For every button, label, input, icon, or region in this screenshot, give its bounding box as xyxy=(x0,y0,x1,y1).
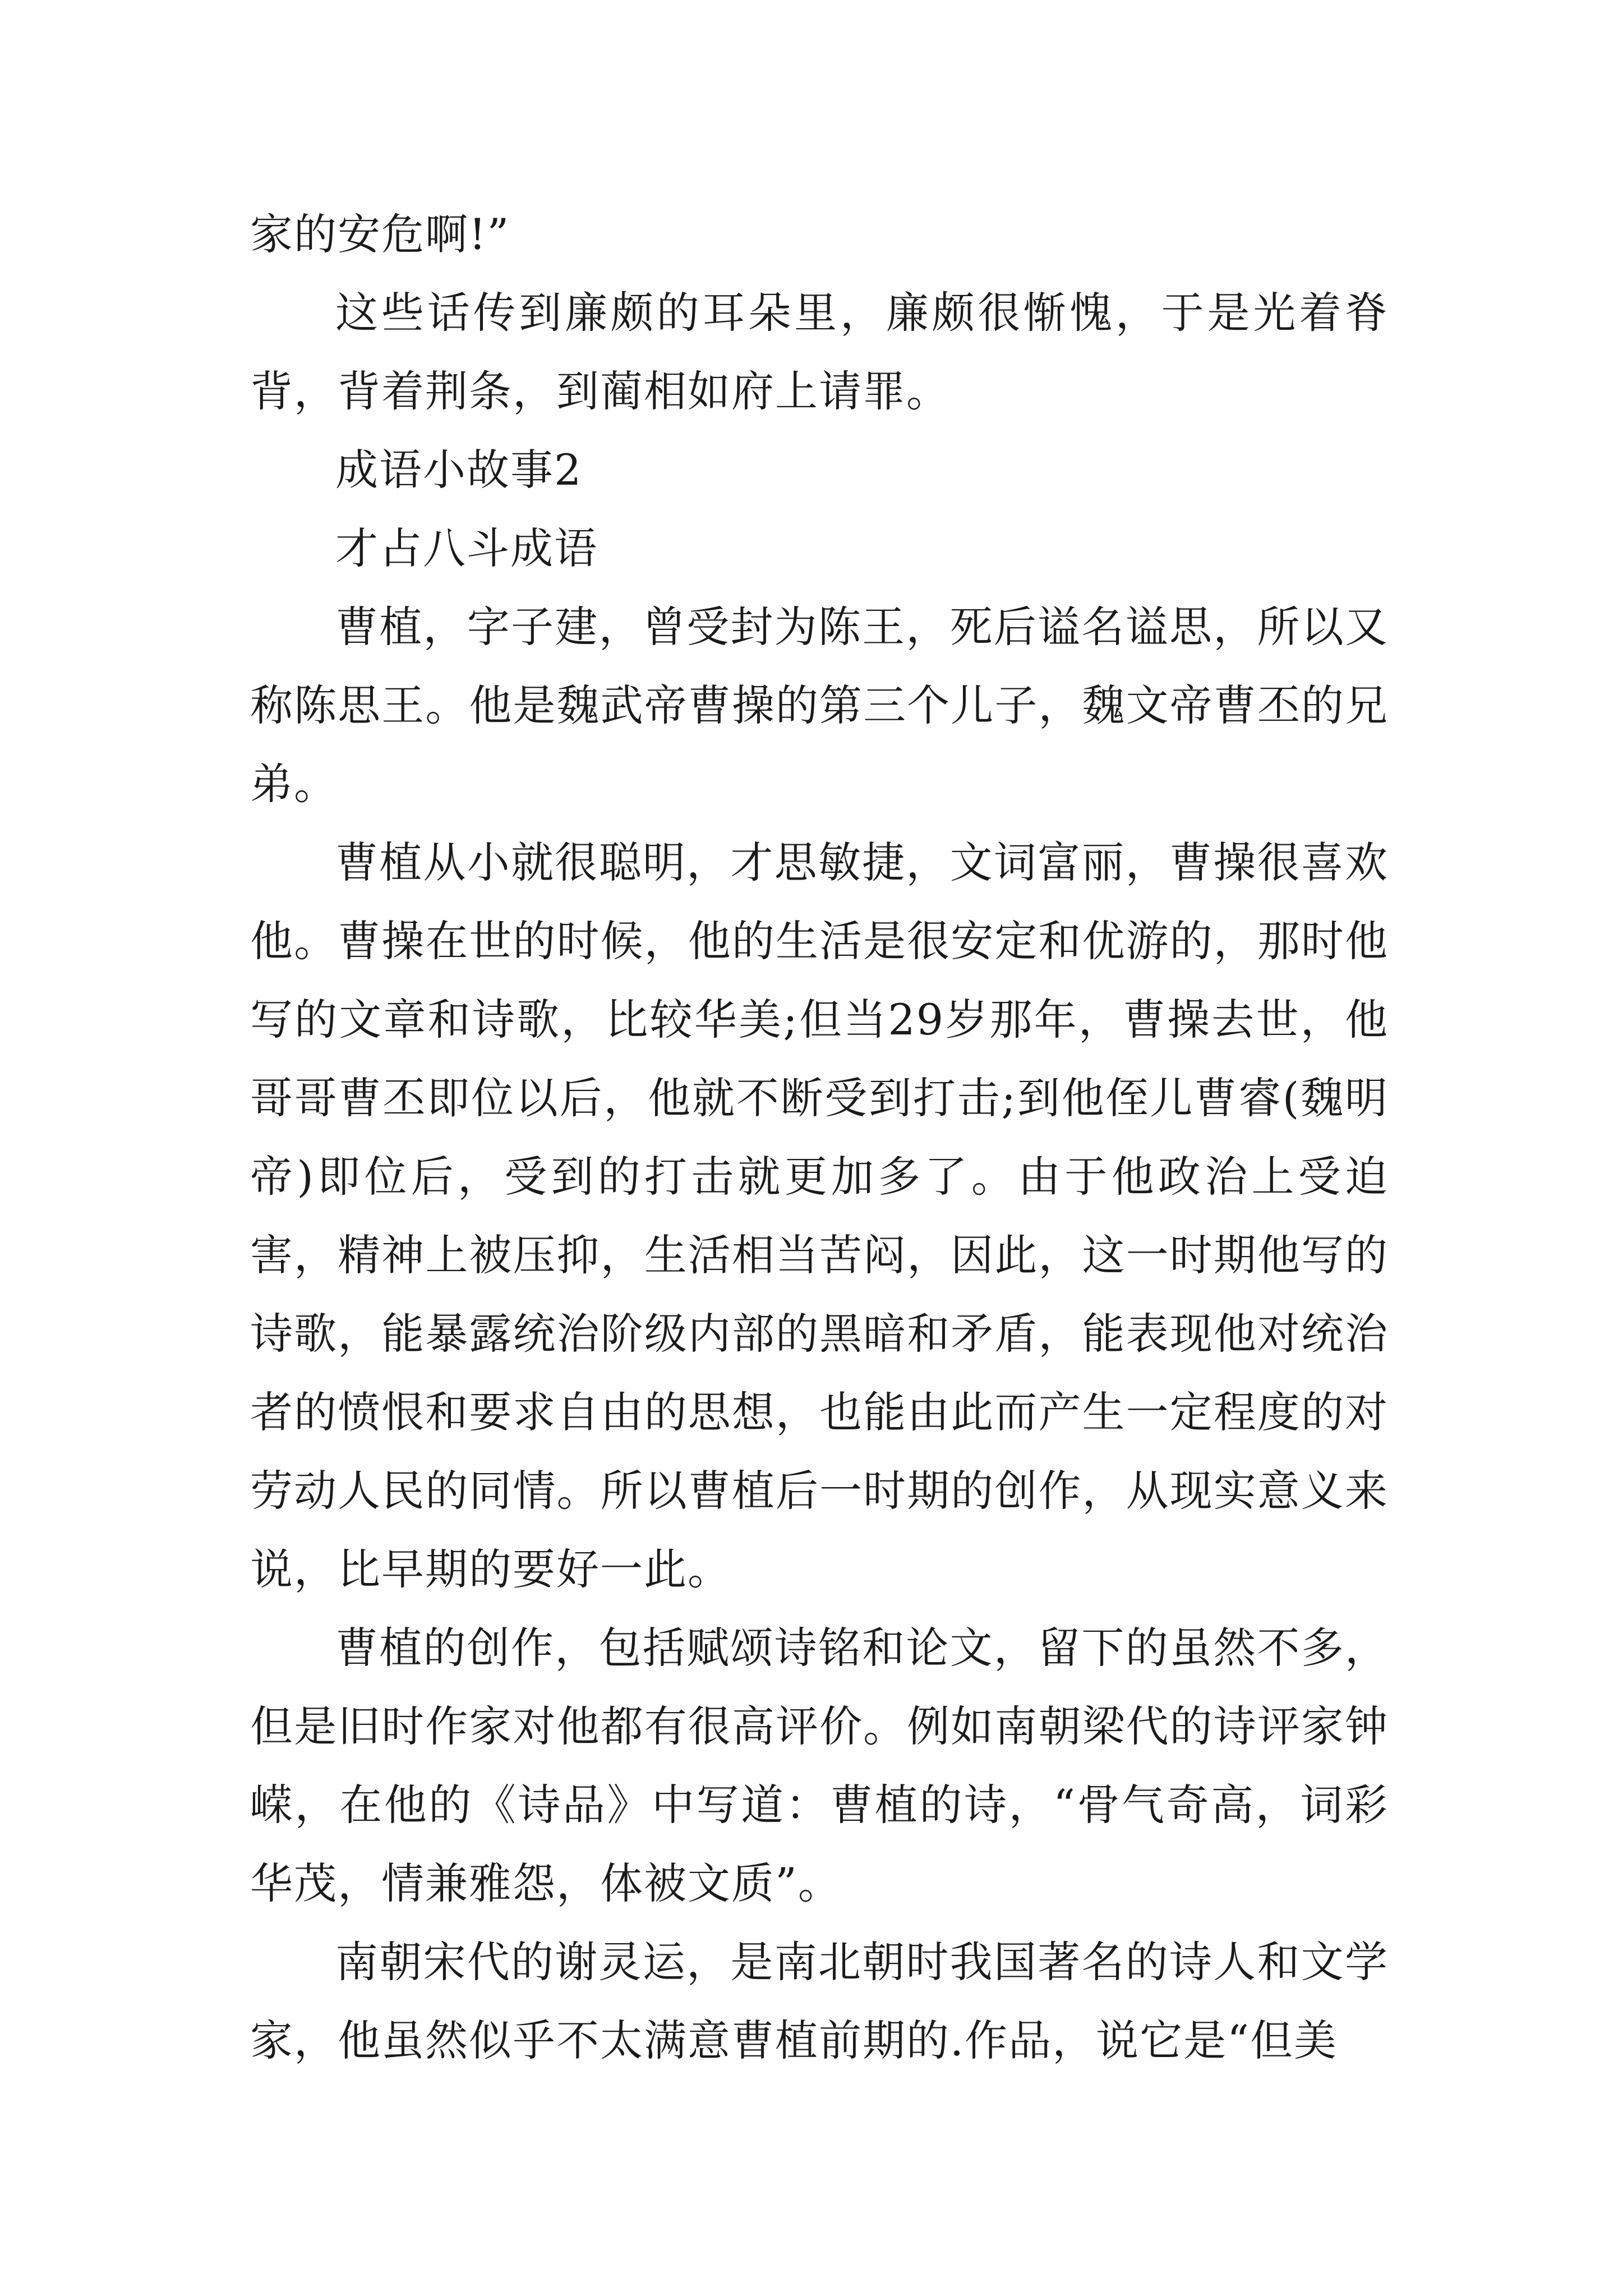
paragraph-continuation: 家的安危啊!” xyxy=(250,209,510,259)
paragraph-lian-po: 这些话传到廉颇的耳朵里，廉颇很惭愧，于是光着脊背，背着荆条，到蔺相如府上请罪。 xyxy=(250,288,1389,416)
paragraph-cao-zhi-works: 曹植的创作，包括赋颂诗铭和论文，留下的虽然不多，但是旧时作家对他都有很高评价。例如南朝梁代的诗评家钟嵘，在他的《诗品》中写道：曹植的诗，“骨气奇高，词彩华茂，情兼雅怨，体被文质”。 xyxy=(250,1623,1389,1908)
paragraph-cao-zhi-life: 曹植从小就很聪明，才思敏捷，文词富丽，曹操很喜欢他。曹操在世的时候，他的生活是很安定和优游的，那时他写的文章和诗歌，比较华美;但当29岁那年，曹操去世，他哥哥曹丕即位以后，他就不断受到打击;到他侄儿曹睿(魏明帝)即位后，受到的打击就更加多了。由于他政治上受迫害，精神上被压抑，生活相当苦闷，因此，这一时期他写的诗歌，能暴露统治阶级内部的黑暗和矛盾，能表现他对统治者的愤恨和要求自由的思想，也能由此而产生一定程度的对劳动人民的同情。所以曹植后一时期的创作，从现实意义来说，比早期的要好一此。 xyxy=(250,838,1389,1594)
story-title: 才占八斗成语 xyxy=(335,523,598,573)
section-heading: 成语小故事2 xyxy=(335,445,583,495)
document-body xyxy=(250,195,1389,2080)
paragraph-cao-zhi-intro: 曹植，字子建，曾受封为陈王，死后谥名谥思，所以又称陈思王。他是魏武帝曹操的第三个儿子，魏文帝曹丕的兄弟。 xyxy=(250,602,1389,809)
paragraph-xie-lingyun: 南朝宋代的谢灵运，是南北朝时我国著名的诗人和文学家，他虽然似乎不太满意曹植前期的.作品，说它是“但美 xyxy=(250,1937,1389,2065)
